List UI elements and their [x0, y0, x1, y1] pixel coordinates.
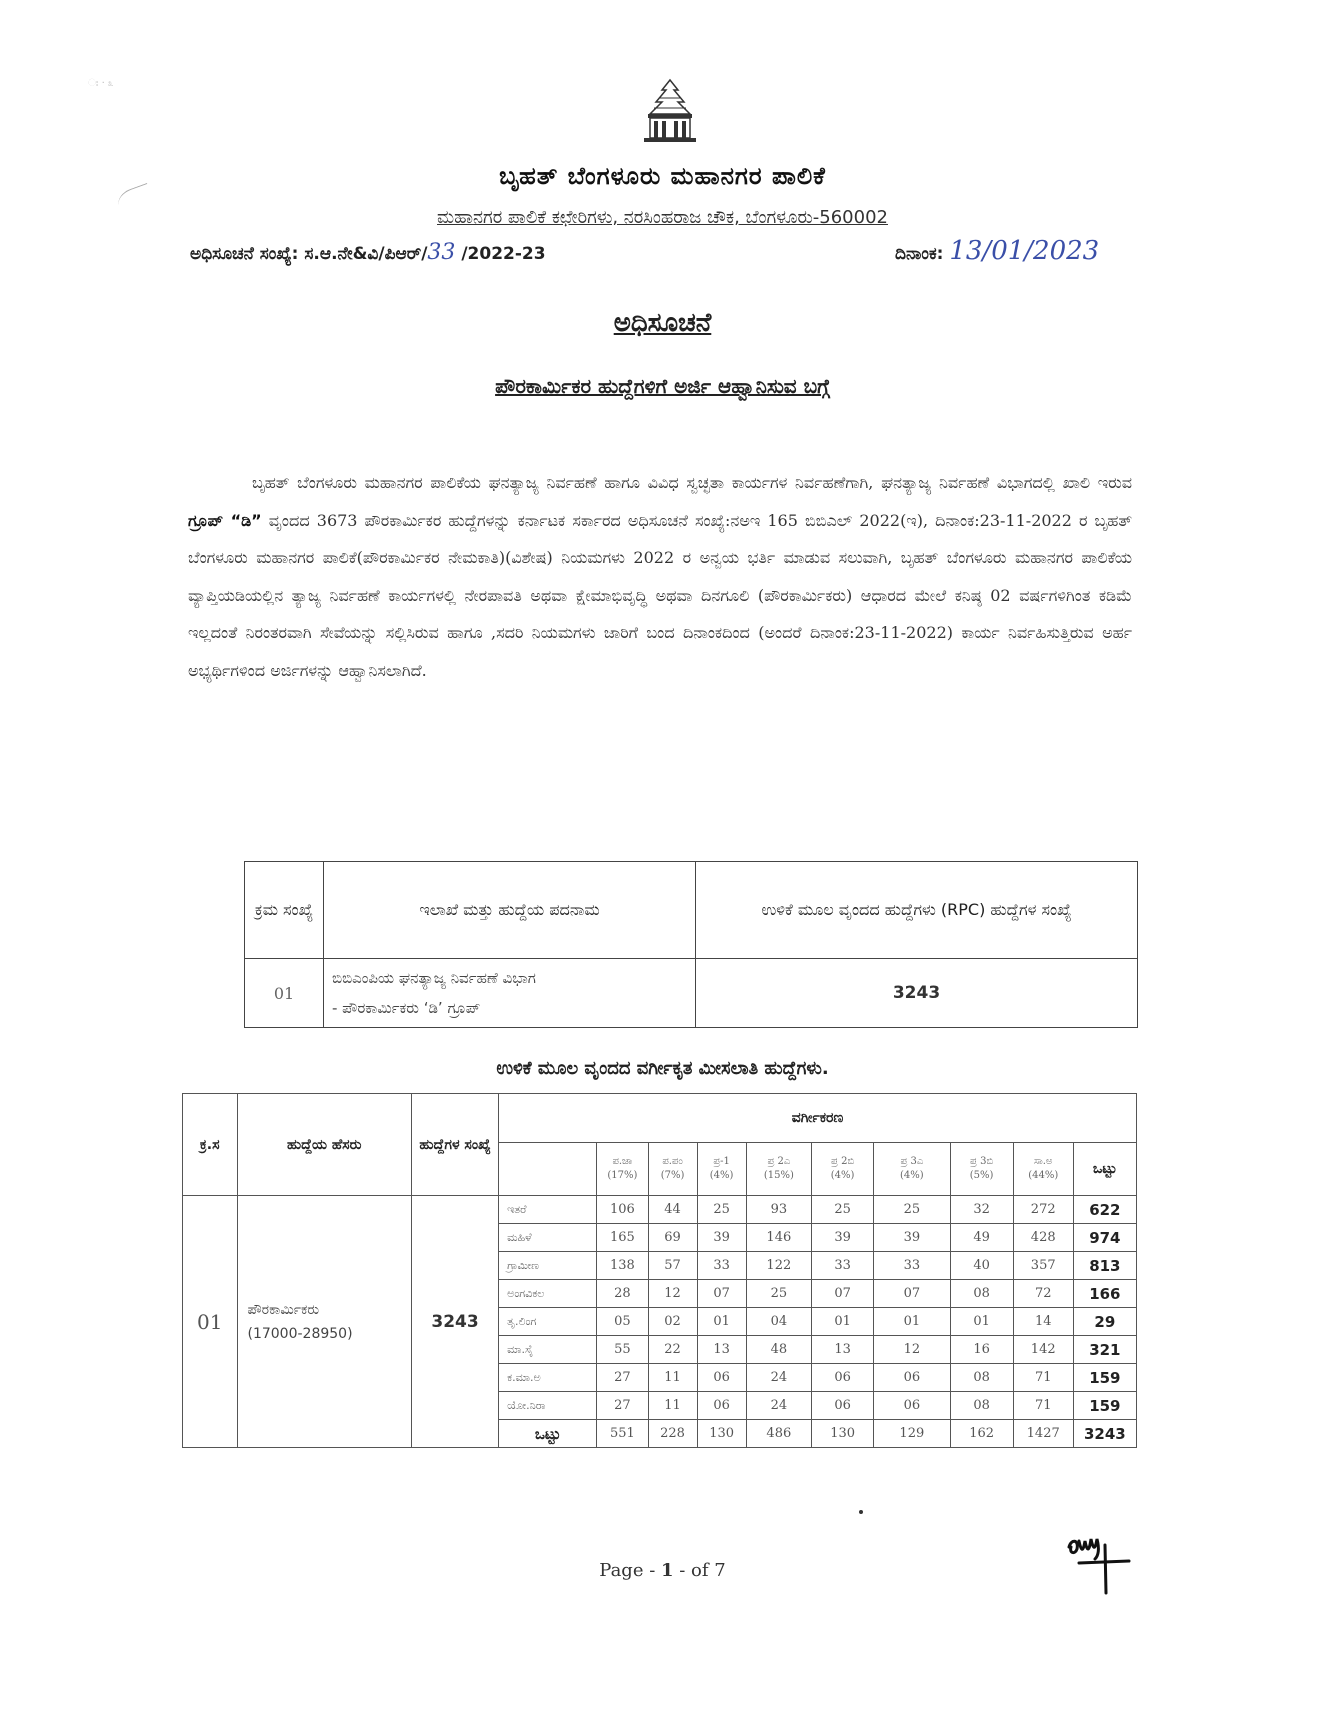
table-row — [245, 959, 1138, 1028]
cell-value: 165 — [597, 1224, 648, 1252]
cell-value: 01 — [697, 1308, 746, 1336]
cell-row-total: 166 — [1073, 1280, 1136, 1308]
address-text: ಮಹಾನಗರ ಪಾಲಿಕೆ ಕಛೇರಿಗಳು, ನರಸಿಂಹರಾಜ ಚೌಕ, ಬೆಂಗಳೂರು-560002 — [437, 207, 888, 228]
cell-value: 48 — [746, 1336, 811, 1364]
cell-value: 228 — [648, 1420, 697, 1448]
page-suffix: - of 7 — [673, 1560, 726, 1581]
reservation-table-body — [183, 1196, 1137, 1448]
cell-value: 13 — [812, 1336, 874, 1364]
header-sno: ಕ್ರ.ಸ — [183, 1094, 238, 1196]
cell-category-label: ತೃ.ಲಿಂಗ — [499, 1308, 597, 1336]
cell-value: 122 — [746, 1252, 811, 1280]
cell-row-total: 622 — [1073, 1196, 1136, 1224]
post-name: ಪೌರಕಾರ್ಮಿಕರು — [247, 1301, 320, 1318]
cell-value: 06 — [874, 1364, 950, 1392]
header-category: ಸಾ.ಅ (44%) — [1013, 1143, 1073, 1196]
cell-value: 08 — [950, 1364, 1013, 1392]
cell-value: 22 — [648, 1336, 697, 1364]
cell-value: 01 — [950, 1308, 1013, 1336]
cell-value: 272 — [1013, 1196, 1073, 1224]
notice-subject — [0, 374, 1325, 398]
cell-value: 06 — [697, 1392, 746, 1420]
department-line2: - ಪೌರಕಾರ್ಮಿಕರು ‘ಡಿ’ ಗ್ರೂಪ್ — [332, 999, 481, 1017]
cell-value: 06 — [812, 1364, 874, 1392]
reservation-table — [182, 1093, 1137, 1448]
cell-value: 49 — [950, 1224, 1013, 1252]
cell-value: 33 — [874, 1252, 950, 1280]
cell-post-name — [237, 1196, 411, 1448]
cell-value: 08 — [950, 1392, 1013, 1420]
scan-dot — [859, 1510, 863, 1514]
cell-value: 02 — [648, 1308, 697, 1336]
cell-serial-number: 01 — [245, 959, 324, 1028]
header-category: ಪ್ರ-1 (4%) — [697, 1143, 746, 1196]
cell-value: 357 — [1013, 1252, 1073, 1280]
cell-post-count: 3243 — [411, 1196, 498, 1448]
cell-value: 08 — [950, 1280, 1013, 1308]
notice-title-text: ಅಧಿಸೂಚನೆ — [613, 308, 712, 338]
cell-row-total: 3243 — [1073, 1420, 1136, 1448]
cell-value: 24 — [746, 1364, 811, 1392]
cell-value: 428 — [1013, 1224, 1073, 1252]
cell-value: 44 — [648, 1196, 697, 1224]
cell-value: 07 — [697, 1280, 746, 1308]
cell-row-total: 321 — [1073, 1336, 1136, 1364]
header-blank — [499, 1143, 597, 1196]
cell-value: 40 — [950, 1252, 1013, 1280]
header-classification: ವರ್ಗೀಕರಣ — [499, 1094, 1137, 1143]
cell-row-total: 974 — [1073, 1224, 1136, 1252]
cell-value: 69 — [648, 1224, 697, 1252]
cell-value: 55 — [597, 1336, 648, 1364]
cell-row-total: 813 — [1073, 1252, 1136, 1280]
cell-value: 06 — [697, 1364, 746, 1392]
cell-row-total: 29 — [1073, 1308, 1136, 1336]
cell-value: 1427 — [1013, 1420, 1073, 1448]
cell-value: 130 — [697, 1420, 746, 1448]
cell-value: 27 — [597, 1392, 648, 1420]
cell-value: 25 — [812, 1196, 874, 1224]
cell-value: 28 — [597, 1280, 648, 1308]
header-post-count: ಹುದ್ದೆಗಳ ಸಂಖ್ಯೆ — [411, 1094, 498, 1196]
page-number: 1 — [661, 1560, 674, 1581]
organization-address — [0, 207, 1325, 228]
cell-value: 14 — [1013, 1308, 1073, 1336]
cell-value: 12 — [874, 1336, 950, 1364]
cell-value: 39 — [874, 1224, 950, 1252]
cell-category-label: ಗ್ರಾಮೀಣ — [499, 1252, 597, 1280]
cell-value: 25 — [874, 1196, 950, 1224]
header-category: ಪ.ಜಾ (17%) — [597, 1143, 648, 1196]
cell-value: 33 — [697, 1252, 746, 1280]
cell-value: 07 — [874, 1280, 950, 1308]
cell-category-label: ಮಾ.ಸೈ — [499, 1336, 597, 1364]
header-total: ಒಟ್ಟು — [1073, 1143, 1136, 1196]
cell-value: 06 — [874, 1392, 950, 1420]
cell-value: 06 — [812, 1392, 874, 1420]
cell-value: 130 — [812, 1420, 874, 1448]
cell-value: 71 — [1013, 1364, 1073, 1392]
scan-mark: ಃ · ೩ — [88, 78, 114, 89]
table-row — [183, 1196, 1137, 1224]
cell-value: 93 — [746, 1196, 811, 1224]
reference-handwritten-number: 33 — [427, 240, 456, 265]
cell-category-label: ಅಂಗವಿಕಲ — [499, 1280, 597, 1308]
cell-value: 25 — [746, 1280, 811, 1308]
notice-body-paragraph — [188, 464, 1132, 689]
organization-name: ಬೃಹತ್ ಬೆಂಗಳೂರು ಮಹಾನಗರ ಪಾಲಿಕೆ — [499, 162, 826, 190]
header-post-name: ಹುದ್ದೆಯ ಹೆಸರು — [237, 1094, 411, 1196]
header-category: ಪ್ರ 3ಎ (4%) — [874, 1143, 950, 1196]
header-category: ಪ.ಪಂ (7%) — [648, 1143, 697, 1196]
reference-label: ಅಧಿಸೂಚನೆ ಸಂಖ್ಯೆ: ಸ.ಆ.ನೇ&ವಿ/ಪಿಆರ್/ — [190, 244, 428, 264]
cell-department — [324, 959, 696, 1028]
cell-category-label: ಮಹಿಳೆ — [499, 1224, 597, 1252]
cell-value: 142 — [1013, 1336, 1073, 1364]
reference-number — [190, 240, 546, 265]
handwritten-signature — [1065, 1525, 1135, 1595]
date-label: ದಿನಾಂಕ: — [895, 244, 944, 264]
header-category: ಪ್ರ 2ಎ (15%) — [746, 1143, 811, 1196]
cell-value: 551 — [597, 1420, 648, 1448]
cell-sno: 01 — [183, 1196, 238, 1448]
header-serial-number: ಕ್ರಮ ಸಂಖ್ಯೆ — [245, 862, 324, 959]
cell-value: 146 — [746, 1224, 811, 1252]
cell-category-label: ಇತರೆ — [499, 1196, 597, 1224]
bbmp-emblem-icon — [640, 78, 700, 146]
cell-value: 01 — [812, 1308, 874, 1336]
cell-value: 71 — [1013, 1392, 1073, 1420]
cell-value: 33 — [812, 1252, 874, 1280]
notice-subject-text: ಪೌರಕಾರ್ಮಿಕರ ಹುದ್ದೆಗಳಿಗೆ ಅರ್ಜಿ ಆಹ್ವಾನಿಸುವ ಬಗ್ಗೆ — [495, 374, 830, 398]
rpc-posts-table — [244, 861, 1138, 1028]
cell-value: 138 — [597, 1252, 648, 1280]
header-rpc-posts: ಉಳಿಕೆ ಮೂಲ ವೃಂದದ ಹುದ್ದೆಗಳು (RPC) ಹುದ್ದೆಗಳ ಸಂಖ್ಯೆ — [696, 862, 1138, 959]
cell-category-label: ಯೋ.ನಿರಾ — [499, 1392, 597, 1420]
department-line1: ಬಿಬಿಎಂಪಿಯ ಘನತ್ಯಾಜ್ಯ ನಿರ್ವಹಣೆ ವಿಭಾಗ — [332, 969, 536, 987]
cell-value: 39 — [697, 1224, 746, 1252]
cell-value: 01 — [874, 1308, 950, 1336]
cell-value: 27 — [597, 1364, 648, 1392]
cell-value: 05 — [597, 1308, 648, 1336]
cell-value: 04 — [746, 1308, 811, 1336]
cell-value: 162 — [950, 1420, 1013, 1448]
cell-value: 12 — [648, 1280, 697, 1308]
reference-suffix: /2022-23 — [455, 244, 546, 264]
notice-date — [895, 236, 1099, 266]
date-handwritten: 13/01/2023 — [949, 236, 1100, 266]
body-text-part2: ವೃಂದದ 3673 ಪೌರಕಾರ್ಮಿಕರ ಹುದ್ದೆಗಳನ್ನು ಕರ್ನಾಟಕ ಸರ್ಕಾರದ ಅಧಿಸೂಚನೆ ಸಂಖ್ಯೆ:ನಅಇ 165 ಬಿಬಿಎಲ್ 2022(ಇ), ದಿನಾಂಕ:23-11-2022 ರ ಬೃಹತ್ ಬೆಂಗಳೂರು ಮಹಾನಗರ ಪಾಲಿಕೆ(ಪೌರಕಾರ್ಮಿಕರ ನೇಮಕಾತಿ)(ವಿಶೇಷ) ನಿಯಮಗಳು 2022 ರ ಅನ್ವಯ ಭರ್ತಿ ಮಾಡುವ ಸಲುವಾಗಿ, ಬೃಹತ್ ಬೆಂಗಳೂರು ಮಹಾನಗರ ಪಾಲಿಕೆಯ ವ್ಯಾಪ್ತಿಯಡಿಯಲ್ಲಿನ ತ್ಯಾಜ್ಯ ನಿರ್ವಹಣೆ ಕಾರ್ಯಗಳಲ್ಲಿ ನೇರಪಾವತಿ ಅಥವಾ ಕ್ಷೇಮಾಭಿವೃದ್ಧಿ ಅಥವಾ ದಿನಗೂಲಿ (ಪೌರಕಾರ್ಮಿಕರು) ಆಧಾರದ ಮೇಲೆ ಕನಿಷ್ಠ 02 ವರ್ಷಗಳಿಗಿಂತ ಕಡಿಮೆ ಇಲ್ಲದಂತೆ ನಿರಂತರವಾಗಿ ಸೇವೆಯನ್ನು ಸಲ್ಲಿಸಿರುವ ಹಾಗೂ ,ಸದರಿ ನಿಯಮಗಳು ಜಾರಿಗೆ ಬಂದ ದಿನಾಂಕದಿಂದ (ಅಂದರೆ ದಿನಾಂಕ:23-11-2022) ಕಾರ್ಯ ನಿರ್ವಹಿಸುತ್ತಿರುವ ಅರ್ಹ ಅಭ್ಯರ್ಥಿಗಳಿಂದ ಅರ್ಜಿಗಳನ್ನು ಆಹ್ವಾನಿಸಲಾಗಿದೆ. — [188, 510, 1132, 680]
body-text-part1: ಬೃಹತ್ ಬೆಂಗಳೂರು ಮಹಾನಗರ ಪಾಲಿಕೆಯ ಘನತ್ಯಾಜ್ಯ ನಿರ್ವಹಣೆ ಹಾಗೂ ವಿವಿಧ ಸ್ವಚ್ಛತಾ ಕಾರ್ಯಗಳ ನಿರ್ವಹಣೆಗಾಗಿ, ಘನತ್ಯಾಜ್ಯ ನಿರ್ವಹಣೆ ವಿಭಾಗದಲ್ಲಿ ಖಾಲಿ ಇರುವ — [252, 473, 1132, 492]
reservation-table-title: ಉಳಿಕೆ ಮೂಲ ವೃಂದದ ವರ್ಗೀಕೃತ ಮೀಸಲಾತಿ ಹುದ್ದೆಗಳು. — [496, 1058, 829, 1079]
cell-value: 24 — [746, 1392, 811, 1420]
header-department-designation: ಇಲಾಖೆ ಮತ್ತು ಹುದ್ದೆಯ ಪದನಾಮ — [324, 862, 696, 959]
header-category: ಪ್ರ 3ಬಿ (5%) — [950, 1143, 1013, 1196]
table-header-row — [245, 862, 1138, 959]
body-text-bold: ಗ್ರೂಪ್ “ಡಿ” — [188, 510, 262, 530]
page-prefix: Page - — [599, 1560, 661, 1581]
cell-post-count: 3243 — [696, 959, 1138, 1028]
reservation-header-row-1 — [183, 1094, 1137, 1143]
cell-value: 129 — [874, 1420, 950, 1448]
cell-value: 07 — [812, 1280, 874, 1308]
cell-category-label: ಒಟ್ಟು — [499, 1420, 597, 1448]
cell-value: 25 — [697, 1196, 746, 1224]
cell-row-total: 159 — [1073, 1364, 1136, 1392]
cell-value: 486 — [746, 1420, 811, 1448]
pay-scale: (17000-28950) — [247, 1325, 353, 1342]
cell-value: 39 — [812, 1224, 874, 1252]
cell-value: 57 — [648, 1252, 697, 1280]
cell-value: 106 — [597, 1196, 648, 1224]
cell-value: 32 — [950, 1196, 1013, 1224]
cell-value: 11 — [648, 1392, 697, 1420]
cell-value: 13 — [697, 1336, 746, 1364]
cell-value: 72 — [1013, 1280, 1073, 1308]
header-category: ಪ್ರ 2ಬಿ (4%) — [812, 1143, 874, 1196]
cell-category-label: ಕ.ಮಾ.ಅ — [499, 1364, 597, 1392]
cell-value: 11 — [648, 1364, 697, 1392]
cell-value: 16 — [950, 1336, 1013, 1364]
notice-title — [0, 308, 1325, 339]
cell-row-total: 159 — [1073, 1392, 1136, 1420]
